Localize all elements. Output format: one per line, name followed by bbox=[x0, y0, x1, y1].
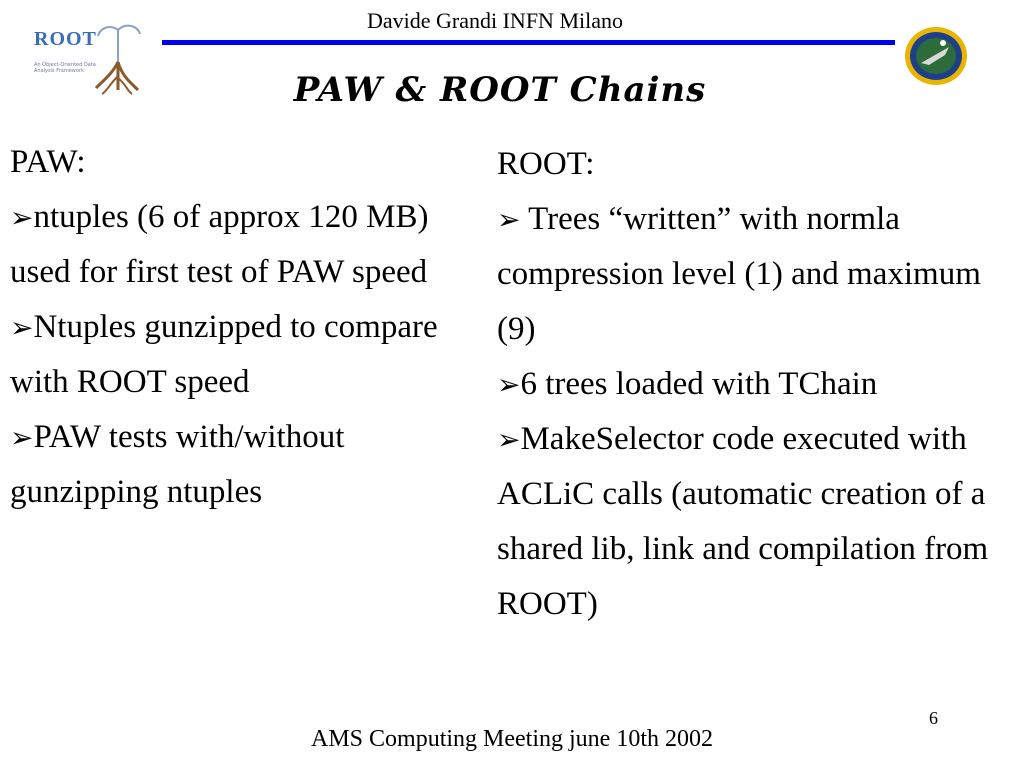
page-number: 6 bbox=[929, 708, 938, 728]
root-heading: ROOT: bbox=[497, 146, 595, 182]
root-bullet-1 bbox=[497, 192, 1017, 357]
root-logo-word: ROOT bbox=[34, 28, 97, 50]
paw-heading: PAW: bbox=[10, 144, 86, 180]
paw-bullet-3-text: PAW tests with/without gunzipping ntuples bbox=[10, 419, 345, 510]
root-bullet-3 bbox=[497, 412, 1017, 632]
bullet-arrow-icon: ➢ bbox=[497, 423, 521, 456]
root-logo-tagline: An Object-Oriented Data Analysis Framework bbox=[34, 62, 96, 74]
slide-title: PAW & ROOT Chains bbox=[293, 70, 707, 110]
bullet-arrow-icon: ➢ bbox=[497, 203, 521, 236]
root-bullet-2-text: 6 trees loaded with TChain bbox=[520, 366, 878, 402]
paw-bullet-2 bbox=[10, 300, 485, 410]
footer-text: AMS Computing Meeting june 10th 2002 bbox=[311, 726, 713, 752]
bullet-arrow-icon: ➢ bbox=[497, 368, 521, 401]
paw-bullet-1-text: ntuples (6 of approx 120 MB) used for first test of PAW speed bbox=[10, 199, 429, 290]
bullet-arrow-icon: ➢ bbox=[10, 201, 34, 234]
paw-bullet-2-text: Ntuples gunzipped to compare with ROOT speed bbox=[10, 309, 438, 400]
root-bullet-1-text: Trees “written” with normla compression level (1) and maximum (9) bbox=[497, 201, 981, 347]
bullet-arrow-icon: ➢ bbox=[10, 311, 34, 344]
header-author: Davide Grandi INFN Milano bbox=[366, 8, 623, 33]
bullet-arrow-icon: ➢ bbox=[10, 421, 34, 454]
paw-bullet-3 bbox=[10, 410, 485, 520]
paw-column bbox=[10, 135, 485, 520]
paw-bullet-1 bbox=[10, 190, 485, 300]
root-bullet-3-text: MakeSelector code executed with ACLiC calls (automatic creation of a shared lib, link and compilation from ROOT) bbox=[497, 421, 989, 622]
header-rule bbox=[162, 40, 895, 45]
root-bullet-2 bbox=[497, 357, 1017, 412]
root-column bbox=[497, 137, 1017, 632]
